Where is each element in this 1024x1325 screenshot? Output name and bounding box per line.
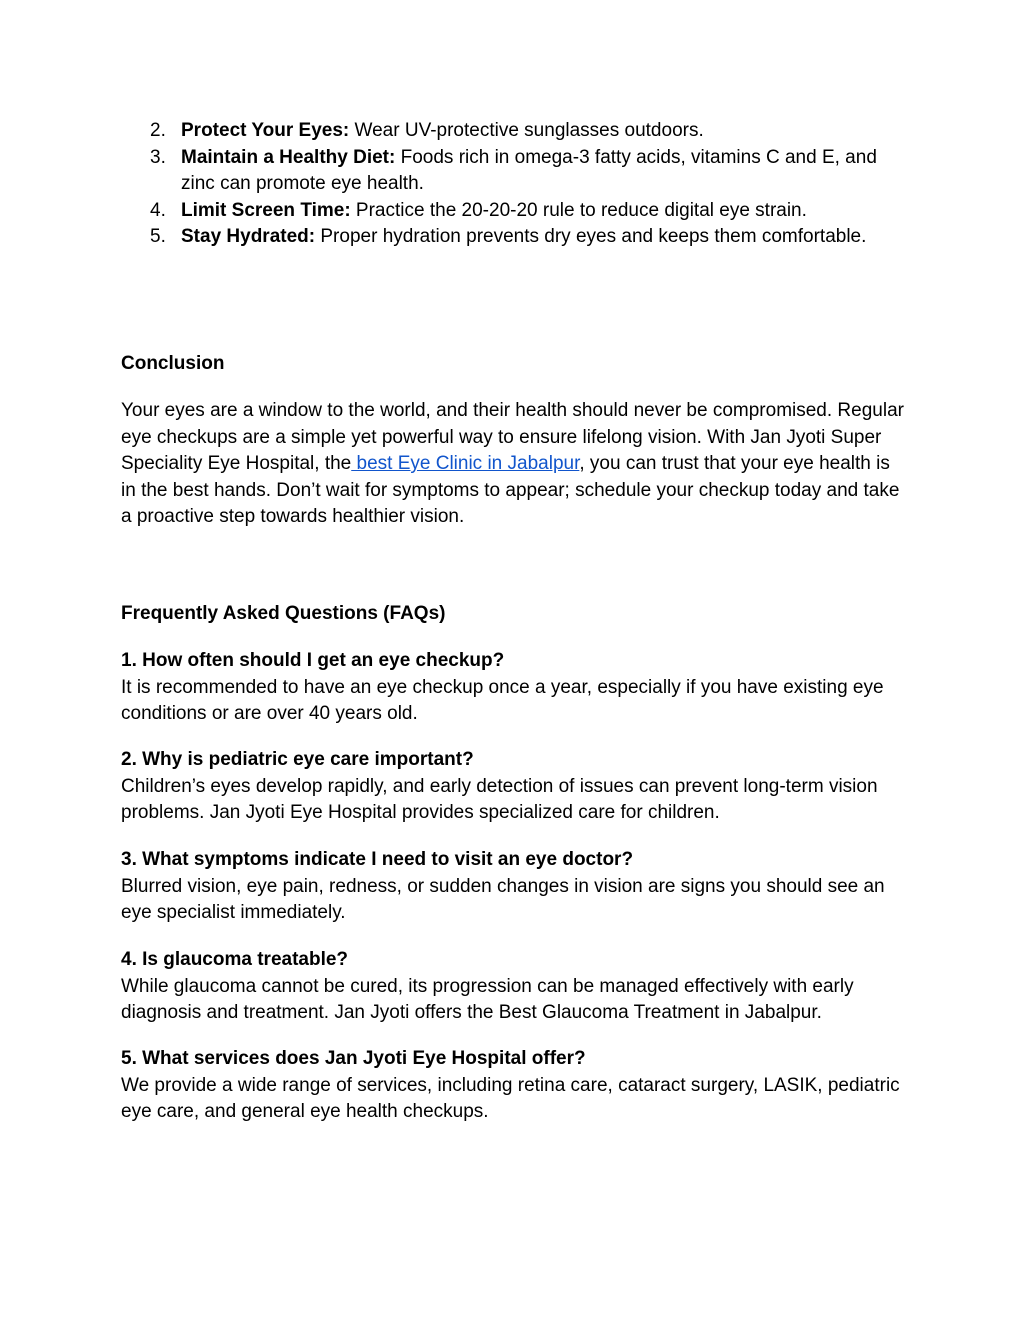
list-item-title: Stay Hydrated: xyxy=(181,226,316,248)
list-item-number: 3. xyxy=(150,146,166,168)
list-item-text: Proper hydration prevents dry eyes and keeps them comfortable. xyxy=(315,226,867,248)
faq-answer: Children’s eyes develop rapidly, and early detection of issues can prevent long-term vision problems. Jan Jyoti Eye Hospital provides specialized care for children. xyxy=(121,775,878,824)
eye-clinic-link[interactable]: best Eye Clinic in Jabalpur xyxy=(351,453,580,475)
list-item-text: Foods rich in omega-3 fatty acids, vitamins C and E, and zinc can promote eye health. xyxy=(181,146,877,195)
conclusion-paragraph xyxy=(121,398,906,531)
conclusion-heading: Conclusion xyxy=(121,353,225,374)
faq-question: 5. What services does Jan Jyoti Eye Hospital offer? xyxy=(121,1048,586,1069)
faq-answer: We provide a wide range of services, including retina care, cataract surgery, LASIK, pediatric eye care, and general eye health checkups. xyxy=(121,1074,900,1123)
list-item xyxy=(121,224,901,251)
faq-question: 2. Why is pediatric eye care important? xyxy=(121,749,474,770)
faq-item xyxy=(121,648,906,728)
faq-item xyxy=(121,847,906,927)
faq-answer: While glaucoma cannot be cured, its progression can be managed effectively with early diagnosis and treatment. Jan Jyoti offers the Best Glaucoma Treatment in Jabalpur. xyxy=(121,975,854,1024)
faq-question: 3. What symptoms indicate I need to visit an eye doctor? xyxy=(121,849,634,870)
list-item xyxy=(121,145,901,198)
list-item-title: Protect Your Eyes: xyxy=(181,120,350,141)
list-item-number: 5. xyxy=(150,226,166,248)
list-item-title: Maintain a Healthy Diet: xyxy=(181,146,396,168)
eye-care-tips-list xyxy=(121,118,901,251)
faq-answer: It is recommended to have an eye checkup once a year, especially if you have existing eye conditions or are over 40 years old. xyxy=(121,676,884,725)
faq-question: 4. Is glaucoma treatable? xyxy=(121,949,349,970)
faq-item xyxy=(121,947,906,1027)
faq-answer: Blurred vision, eye pain, redness, or sudden changes in vision are signs you should see an eye specialist immediately. xyxy=(121,875,885,924)
conclusion-text: Your eyes are a window to the world, and their health should never be compromised. Regular eye checkups are a simple yet powerful way to ensure lifelong vision. With Jan Jyoti Super Speciality Eye Hospital, the xyxy=(121,400,904,475)
faq-item xyxy=(121,1046,906,1126)
list-item xyxy=(121,198,901,225)
list-item-title: Limit Screen Time: xyxy=(181,199,351,221)
faqs-heading: Frequently Asked Questions (FAQs) xyxy=(121,603,446,624)
list-item xyxy=(121,118,901,145)
list-item-text: Wear UV-protective sunglasses outdoors. xyxy=(349,120,704,141)
list-item-number: 4. xyxy=(150,199,166,221)
conclusion-text-end: , you can trust that your eye health is in the best hands. Don’t wait for symptoms to appear; schedule your checkup today and take a proactive step towards healthier vision. xyxy=(121,453,900,528)
faq-item xyxy=(121,747,906,827)
list-item-text: Practice the 20-20-20 rule to reduce digital eye strain. xyxy=(350,199,807,221)
faq-question: 1. How often should I get an eye checkup? xyxy=(121,650,505,671)
list-item-number: 2. xyxy=(150,120,166,141)
